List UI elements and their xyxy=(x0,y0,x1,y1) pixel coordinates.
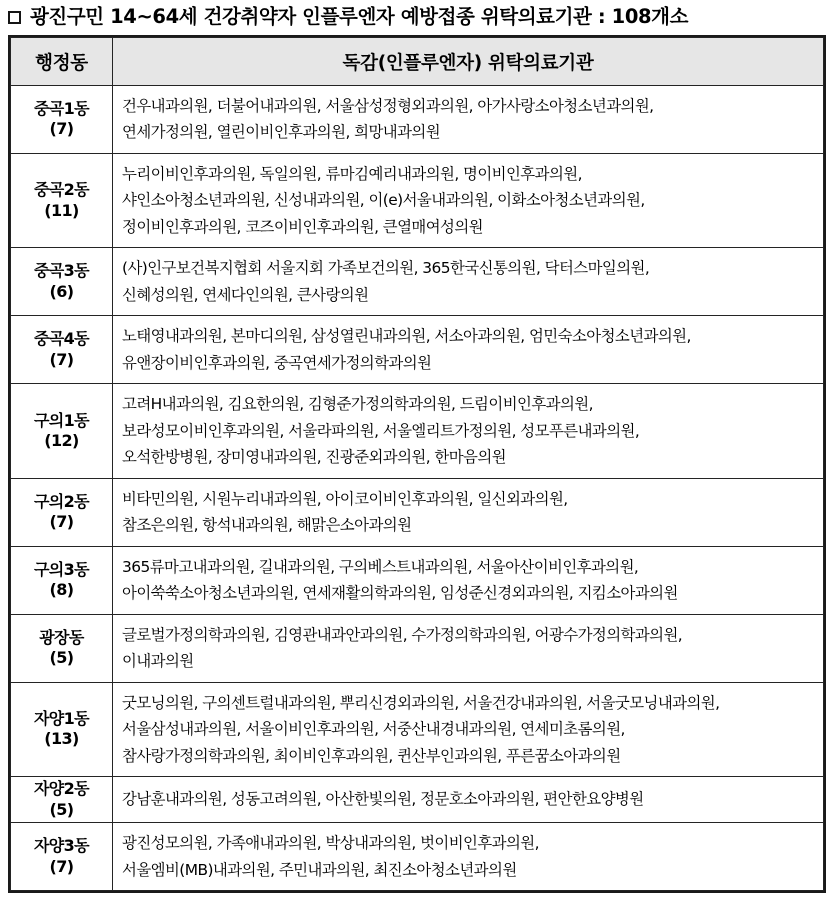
clinic-list-line: 노태영내과의원, 본마디의원, 삼성열린내과의원, 서소아과의원, 엄민숙소아청소년과의원, xyxy=(122,327,691,346)
clinic-list-line: 참조은의원, 항석내과의원, 해맑은소아과의원 xyxy=(122,516,412,535)
table-row xyxy=(11,478,824,546)
dong-name: 구의2동 xyxy=(33,491,90,511)
cell-clinic-list xyxy=(113,248,824,316)
clinic-list-line: 유앤장이비인후과의원, 중곡연세가정의학과의원 xyxy=(122,353,432,372)
clinic-list-line: 굿모닝의원, 구의센트럴내과의원, 뿌리신경외과의원, 서울건강내과의원, 서울굿모닝내과의원, xyxy=(122,693,720,712)
dong-name: 중곡3동 xyxy=(33,261,90,281)
dong-clinic-count: (7) xyxy=(49,349,74,369)
table-row xyxy=(11,316,824,384)
column-header-clinics: 독감(인플루엔자) 위탁의료기관 xyxy=(113,38,824,86)
clinic-list-line: 보라성모이비인후과의원, 서울라파의원, 서울엘리트가정의원, 성모푸른내과의원, xyxy=(122,421,640,440)
cell-clinic-list xyxy=(113,478,824,546)
dong-name: 중곡4동 xyxy=(33,329,90,349)
dong-clinic-count: (6) xyxy=(49,281,74,301)
dong-name: 구의1동 xyxy=(33,410,90,430)
dong-clinic-count: (7) xyxy=(49,119,74,139)
clinic-list-line: 비타민의원, 시원누리내과의원, 아이코이비인후과의원, 일신외과의원, xyxy=(122,489,568,508)
dong-name: 중곡2동 xyxy=(33,180,90,200)
clinic-list-line: 강남훈내과의원, 성동고려의원, 아산한빛의원, 정문호소아과의원, 편안한요양병원 xyxy=(122,790,644,809)
clinic-list-line: 참사랑가정의학과의원, 최이비인후과의원, 퀸산부인과의원, 푸른꿈소아과의원 xyxy=(122,746,621,765)
cell-clinic-list xyxy=(113,86,824,154)
dong-clinic-count: (13) xyxy=(44,729,79,749)
table-header xyxy=(11,38,824,86)
dong-name: 구의3동 xyxy=(33,559,90,579)
table-row xyxy=(11,384,824,478)
cell-clinic-list xyxy=(113,153,824,247)
clinic-list-line: 정이비인후과의원, 코즈이비인후과의원, 큰열매여성의원 xyxy=(122,217,483,236)
cell-clinic-list xyxy=(113,316,824,384)
table-row xyxy=(11,86,824,154)
table-header-row xyxy=(11,38,824,86)
dong-name: 자양2동 xyxy=(33,779,90,799)
cell-clinic-list xyxy=(113,682,824,776)
clinic-list-line: 신혜성의원, 연세다인의원, 큰사랑의원 xyxy=(122,285,369,304)
dong-clinic-count: (11) xyxy=(44,200,79,220)
page-title-text: 광진구민 14~64세 건강취약자 인플루엔자 예방접종 위탁의료기관 : 108개소 xyxy=(30,5,689,29)
table-row xyxy=(11,682,824,776)
cell-dong xyxy=(11,316,113,384)
clinics-table-wrapper xyxy=(8,35,826,893)
square-outline-icon xyxy=(8,11,21,24)
dong-name: 광장동 xyxy=(39,627,84,647)
cell-dong xyxy=(11,777,113,823)
cell-clinic-list xyxy=(113,546,824,614)
clinic-list-line: 고려H내과의원, 김요한의원, 김형준가정의학과의원, 드림이비인후과의원, xyxy=(122,395,593,414)
cell-clinic-list xyxy=(113,823,824,891)
cell-dong xyxy=(11,614,113,682)
dong-name: 중곡1동 xyxy=(33,99,90,119)
clinic-list-line: (사)인구보건복지협회 서울지회 가족보건의원, 365한국신통의원, 닥터스마일의원, xyxy=(122,259,650,278)
cell-dong xyxy=(11,384,113,478)
cell-dong xyxy=(11,248,113,316)
clinic-list-line: 오석한방병원, 장미영내과의원, 진광준외과의원, 한마음의원 xyxy=(122,448,506,467)
clinic-list-line: 365류마고내과의원, 길내과의원, 구의베스트내과의원, 서울아산이비인후과의원, xyxy=(122,557,639,576)
dong-clinic-count: (5) xyxy=(49,648,74,668)
cell-dong xyxy=(11,682,113,776)
dong-name: 자양3동 xyxy=(33,836,90,856)
clinic-list-line: 연세가정의원, 열린이비인후과의원, 희망내과의원 xyxy=(122,123,441,142)
table-row xyxy=(11,546,824,614)
page-title xyxy=(0,0,833,35)
column-header-dong: 행정동 xyxy=(11,38,113,86)
clinic-list-line: 이내과의원 xyxy=(122,652,194,671)
cell-dong xyxy=(11,478,113,546)
clinics-table xyxy=(10,37,824,891)
cell-clinic-list xyxy=(113,614,824,682)
cell-dong xyxy=(11,546,113,614)
clinic-list-line: 샤인소아청소년과의원, 신성내과의원, 이(e)서울내과의원, 이화소아청소년과의원, xyxy=(122,191,645,210)
dong-clinic-count: (7) xyxy=(49,512,74,532)
cell-dong xyxy=(11,153,113,247)
clinic-list-line: 글로벌가정의학과의원, 김영관내과안과의원, 수가정의학과의원, 어광수가정의학과의원, xyxy=(122,625,683,644)
cell-clinic-list xyxy=(113,777,824,823)
table-row xyxy=(11,153,824,247)
cell-dong xyxy=(11,823,113,891)
dong-name: 자양1동 xyxy=(33,708,90,728)
clinic-list-line: 건우내과의원, 더불어내과의원, 서울삼성정형외과의원, 아가사랑소아청소년과의원, xyxy=(122,97,654,115)
dong-clinic-count: (5) xyxy=(49,799,74,819)
dong-clinic-count: (12) xyxy=(44,431,79,451)
clinic-list-line: 아이쑥쑥소아청소년과의원, 연세재활의학과의원, 임성준신경외과의원, 지킴소아과의원 xyxy=(122,584,678,603)
clinic-list-line: 광진성모의원, 가족애내과의원, 박상내과의원, 벗이비인후과의원, xyxy=(122,834,539,853)
cell-dong xyxy=(11,86,113,154)
table-row xyxy=(11,777,824,823)
dong-clinic-count: (8) xyxy=(49,580,74,600)
dong-clinic-count: (7) xyxy=(49,856,74,876)
table-row xyxy=(11,823,824,891)
clinic-list-line: 서울엠비(MB)내과의원, 주민내과의원, 최진소아청소년과의원 xyxy=(122,860,517,879)
table-row xyxy=(11,614,824,682)
table-row xyxy=(11,248,824,316)
cell-clinic-list xyxy=(113,384,824,478)
clinic-list-line: 서울삼성내과의원, 서울이비인후과의원, 서중산내경내과의원, 연세미초롬의원, xyxy=(122,720,625,739)
clinic-list-line: 누리이비인후과의원, 독일의원, 류마김예리내과의원, 명이비인후과의원, xyxy=(122,164,582,183)
table-body xyxy=(11,86,824,891)
